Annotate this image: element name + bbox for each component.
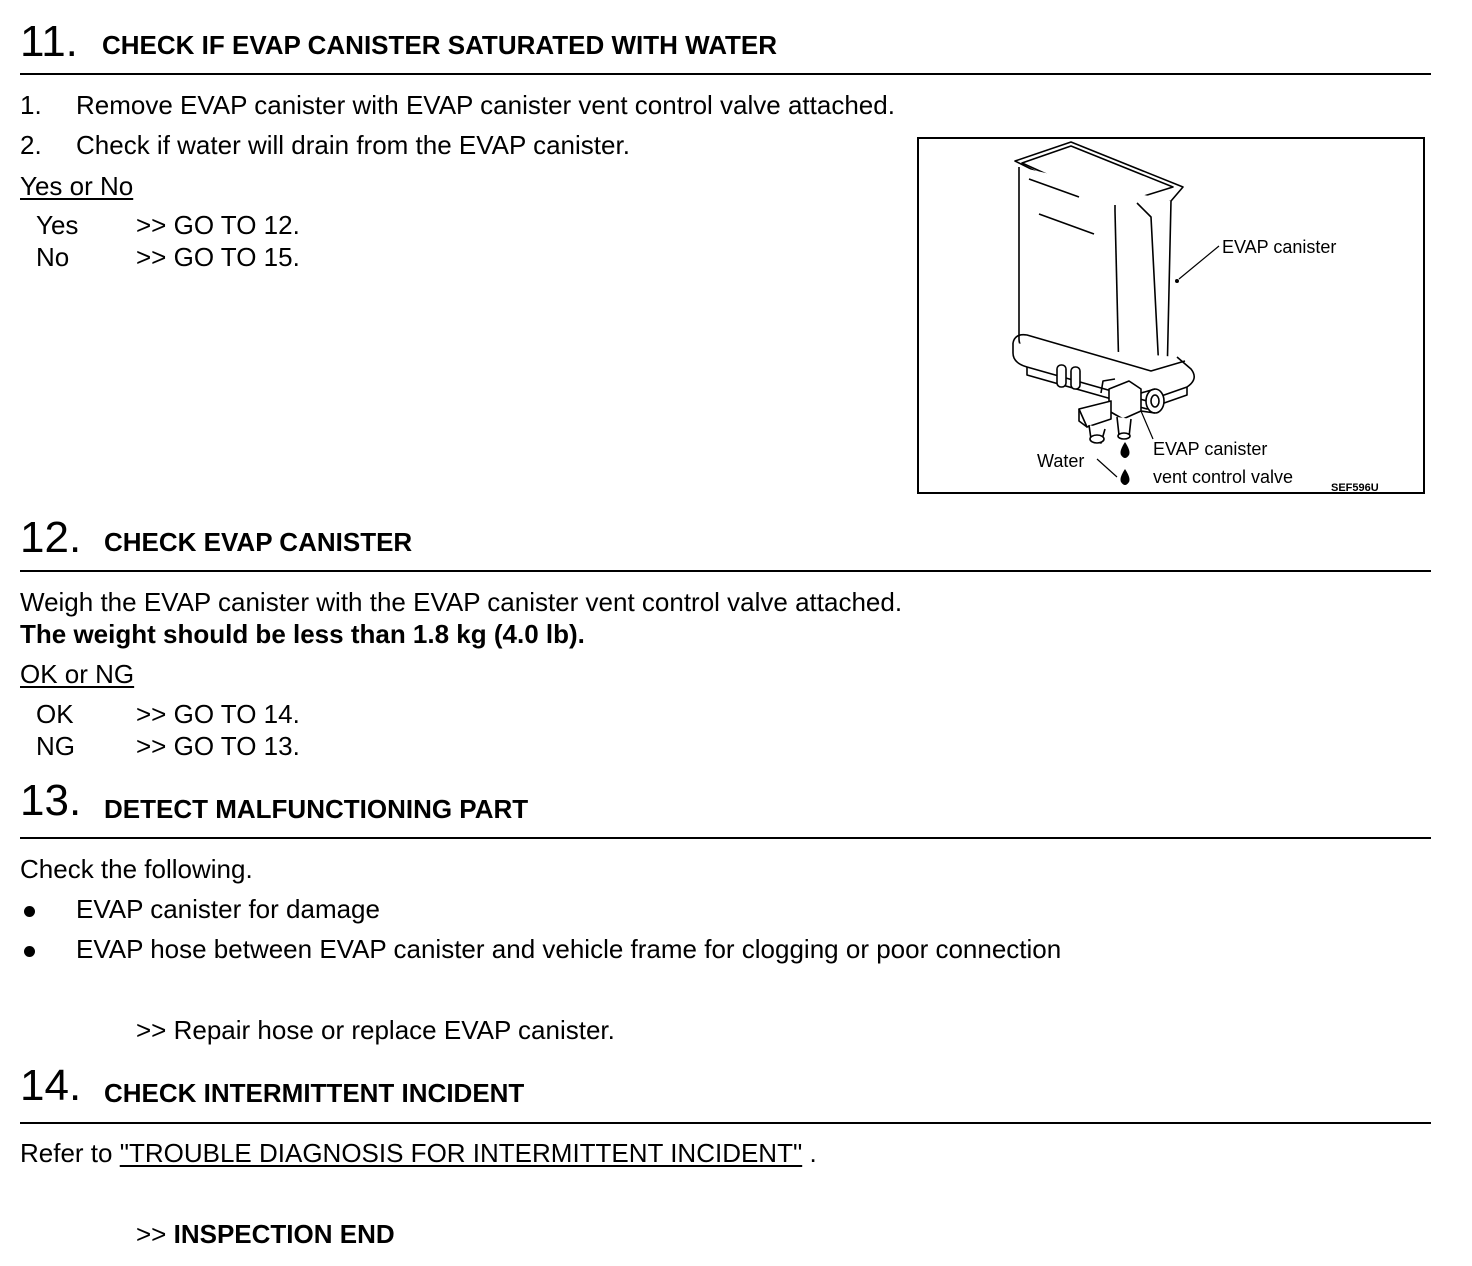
section-14-number: 14. <box>20 1061 82 1110</box>
s12-ok-action: >> GO TO 14. <box>136 699 300 729</box>
section-13-title: DETECT MALFUNCTIONING PART <box>104 794 529 824</box>
section-14-rule <box>20 1122 1431 1124</box>
s12-spec: The weight should be less than 1.8 kg (4.0 lb). <box>20 619 585 649</box>
evap-canister-figure <box>917 137 1425 494</box>
section-12-rule <box>20 570 1431 572</box>
s14-refer-prefix: Refer to <box>20 1138 113 1168</box>
section-11-title: CHECK IF EVAP CANISTER SATURATED WITH WATER <box>102 30 778 60</box>
section-13-number: 13. <box>20 776 82 825</box>
s12-ng-action: >> GO TO 13. <box>136 731 300 761</box>
section-12-title: CHECK EVAP CANISTER <box>104 527 413 557</box>
s13-bullet1-icon <box>24 906 35 917</box>
s14-action-prefix: >> <box>136 1219 167 1249</box>
s11-no-action: >> GO TO 15. <box>136 242 300 272</box>
s11-yes-label: Yes <box>36 210 79 240</box>
s13-bullet1-text: EVAP canister for damage <box>76 894 380 924</box>
s11-yes-action: >> GO TO 12. <box>136 210 300 240</box>
s11-step2-text: Check if water will drain from the EVAP canister. <box>76 130 630 160</box>
s13-action: >> Repair hose or replace EVAP canister. <box>136 1015 615 1045</box>
figure-code: SEF596U <box>1331 482 1379 491</box>
s11-step2-number: 2. <box>20 130 42 160</box>
s14-refer-link[interactable]: "TROUBLE DIAGNOSIS FOR INTERMITTENT INCIDENT" <box>119 1138 803 1168</box>
section-12-number: 12. <box>20 513 82 562</box>
figure-label-valve-line1: EVAP canister <box>1153 439 1268 459</box>
s14-action-bold: INSPECTION END <box>173 1219 395 1249</box>
s13-intro: Check the following. <box>20 854 253 884</box>
s11-no-label: No <box>36 242 70 272</box>
s14-refer-suffix: . <box>809 1138 817 1168</box>
s11-choice-label: Yes or No <box>20 171 134 201</box>
s12-ok-label: OK <box>36 699 74 729</box>
s13-bullet2-icon <box>24 946 35 957</box>
s11-step1-text: Remove EVAP canister with EVAP canister vent control valve attached. <box>76 90 895 120</box>
figure-label-evap-canister: EVAP canister <box>1222 237 1337 257</box>
figure-label-valve-line2: vent control valve <box>1153 467 1294 487</box>
s11-step1-number: 1. <box>20 90 42 120</box>
figure-label-water: Water <box>1037 451 1085 471</box>
section-13-rule <box>20 837 1431 839</box>
s12-ng-label: NG <box>36 731 75 761</box>
s14-action <box>136 1219 395 1249</box>
section-11-rule <box>20 73 1431 75</box>
s14-refer-line <box>20 1138 817 1168</box>
s13-bullet2-text: EVAP hose between EVAP canister and vehicle frame for clogging or poor connection <box>76 934 1062 964</box>
s12-instruction: Weigh the EVAP canister with the EVAP canister vent control valve attached. <box>20 587 903 617</box>
section-14-title: CHECK INTERMITTENT INCIDENT <box>104 1078 525 1108</box>
section-11-number: 11. <box>20 17 78 66</box>
s12-choice-label: OK or NG <box>20 659 135 689</box>
